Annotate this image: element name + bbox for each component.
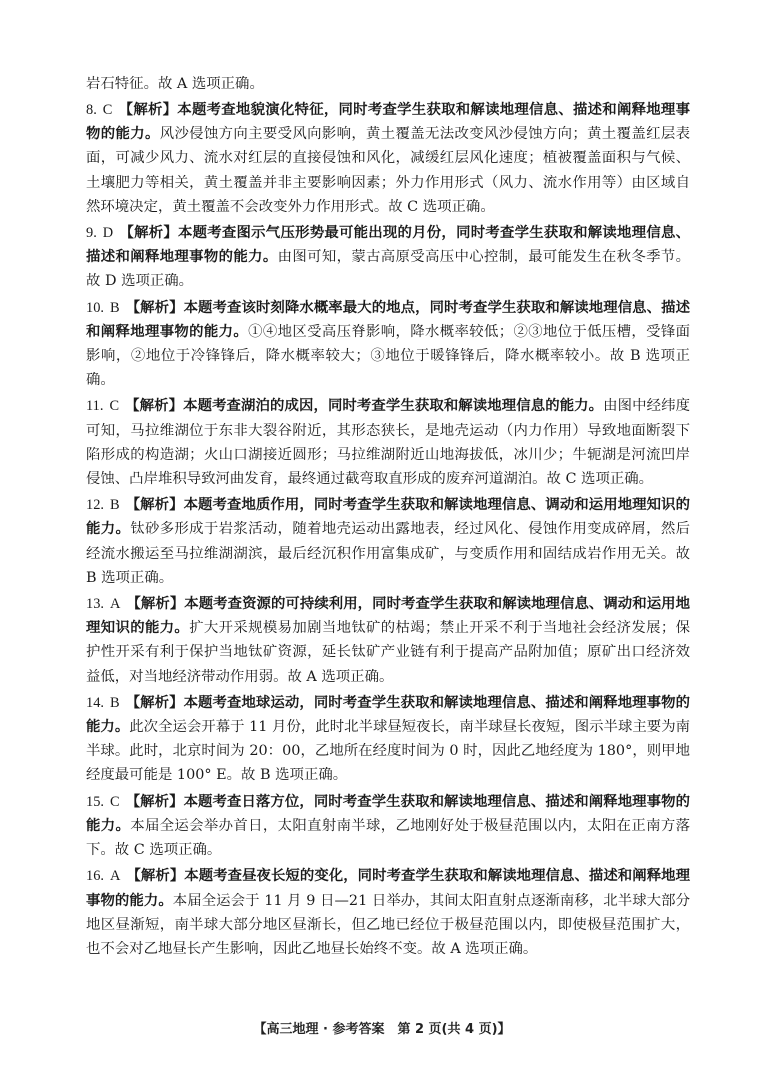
answer-item-8 (86, 98, 690, 219)
item-number: 15. (86, 793, 104, 810)
item-number: 8. (86, 102, 97, 118)
item-stem: 本题考查地质作用，同时考查学生获取和解读地理信息、调动和运用地理知识的能力。 (86, 497, 690, 538)
item-stem: 本题考查地貌演化特征，同时考查学生获取和解读地理信息、描述和阐释地理事物的能力。 (86, 102, 690, 143)
analysis-tag: 【解析】 (119, 225, 178, 242)
answer-item-11 (86, 394, 690, 491)
item-stem: 本题考查日落方位，同时考查学生获取和解读地理信息、描述和阐释地理事物的能力。 (86, 793, 690, 834)
item-number: 10. (86, 299, 104, 316)
intro-line: 岩石特征。故 A 选项正确。 (86, 76, 264, 92)
item-number: 16. (86, 868, 104, 885)
analysis-tag: 【解析】 (126, 596, 185, 613)
item-stem: 本题考查湖泊的成因，同时考查学生获取和解读地理信息的能力。 (183, 398, 604, 415)
item-answer: B (110, 497, 120, 514)
item-explanation: 此次全运会开幕于 11 月份，此时北半球昼短夜长，南半球昼长夜短，图示半球主要为南半球。此时，北京时间为 20：00，乙地所在经度时间为 0 时，因此乙地经度为 180°，则甲地经度最可能是 100° E。故 B 选项正确。 (86, 719, 690, 784)
item-explanation: 风沙侵蚀方向主要受风向影响，黄土覆盖无法改变风沙侵蚀方向；黄土覆盖红层表面，可减少风力、流水对红层的直接侵蚀和风化，减缓红层风化速度；植被覆盖面积与气候、土壤肥力等相关，黄土覆盖并非主要影响因素；外力作用形式（风力、流水作用等）由区域自然环境决定，黄土覆盖不会改变外力作用形式。故 C 选项正确。 (86, 126, 690, 215)
item-answer: C (110, 793, 120, 810)
item-number: 9. (86, 225, 97, 242)
item-explanation: 本届全运会举办首日，太阳直射南半球，乙地刚好处于极昼范围以内，太阳在正南方落下。故 C 选项正确。 (86, 817, 690, 859)
answer-list (86, 98, 690, 961)
analysis-tag: 【解析】 (125, 694, 184, 711)
item-explanation: 钛砂多形成于岩浆活动，随着地壳运动出露地表，经过风化、侵蚀作用变成碎屑，然后经流水搬运至马拉维湖湖滨，最后经沉积作用富集成矿，与变质作用和固结成岩作用无关。故 B 选项正确。 (86, 521, 690, 586)
analysis-tag: 【解析】 (125, 299, 184, 316)
item-explanation: 扩大开采规模易加剧当地钛矿的枯竭；禁止开采不利于当地社会经济发展；保护性开采有利于保护当地钛矿资源，延长钛矿产业链有利于提高产品附加值；原矿出口经济效益低，对当地经济带动作用弱。故 A 选项正确。 (86, 620, 690, 685)
answer-page (86, 72, 690, 963)
item-stem: 本题考查资源的可持续利用，同时考查学生获取和解读地理信息、调动和运用地理知识的能力。 (86, 596, 690, 637)
item-number: 14. (86, 694, 104, 711)
item-explanation: 本届全运会于 11 月 9 日—21 日举办，其间太阳直射点逐渐南移，北半球大部分地区昼渐短，南半球大部分地区昼渐长，但乙地已经位于极昼范围以内，即使极昼范围扩大，也不会对乙地昼长产生影响，因此乙地昼长始终不变。故 A 选项正确。 (86, 892, 690, 957)
item-answer: D (102, 225, 114, 242)
answer-item-13 (86, 592, 690, 689)
item-answer: B (110, 694, 120, 711)
page-footer: 【高三地理 · 参考答案 第 2 页(共 4 页)】 (253, 1022, 511, 1037)
answer-item-12 (86, 493, 690, 590)
item-answer: B (110, 299, 120, 316)
item-stem: 本题考查图示气压形势最可能出现的月份，同时考查学生获取和解读地理信息、描述和阐释地理事物的能力。 (86, 225, 690, 266)
item-stem: 本题考查昼夜长短的变化，同时考查学生获取和解读地理信息、描述和阐释地理事物的能力。 (86, 868, 690, 909)
item-answer: C (102, 102, 113, 118)
answer-item-16 (86, 864, 690, 961)
answer-item-15 (86, 790, 690, 863)
item-answer: A (110, 868, 121, 885)
analysis-tag: 【解析】 (125, 497, 184, 514)
item-answer: C (109, 398, 120, 415)
item-explanation: ①④地区受高压脊影响，降水概率较低；②③地位于低压槽，受锋面影响，②地位于冷锋锋后，降水概率较大；③地位于暖锋锋后，降水概率较小。故 B 选项正确。 (86, 323, 690, 389)
item-number: 13. (86, 596, 104, 613)
item-number: 12. (86, 497, 104, 514)
item-stem: 本题考查该时刻降水概率最大的地点，同时考查学生获取和解读地理信息、描述和阐释地理事物的能力。 (86, 299, 690, 340)
answer-item-10 (86, 296, 690, 393)
item-explanation: 由图可知，蒙古高原受高压中心控制，最可能发生在秋冬季节。故 D 选项正确。 (86, 249, 690, 290)
answer-item-9 (86, 221, 690, 294)
analysis-tag: 【解析】 (126, 868, 185, 885)
analysis-tag: 【解析】 (118, 102, 178, 118)
item-stem: 本题考查地球运动，同时考查学生获取和解读地理信息、描述和阐释地理事物的能力。 (86, 694, 690, 736)
analysis-tag: 【解析】 (125, 793, 184, 810)
item-explanation: 由图中经纬度可知，马拉维湖位于东非大裂谷附近，其形态狭长，是地壳运动（内力作用）导致地面断裂下陷形成的构造湖；火山口湖接近圆形；马拉维湖附近山地海拔低，冰川少；牛轭湖是河流凹岸侵蚀、凸岸堆积导致河曲发育，最终通过截弯取直形成的废弃河道湖泊。故 C 选项正确。 (86, 398, 690, 488)
item-answer: A (110, 596, 121, 613)
answer-item-14 (86, 691, 690, 788)
item-number: 11. (86, 398, 104, 415)
analysis-tag: 【解析】 (125, 398, 184, 415)
